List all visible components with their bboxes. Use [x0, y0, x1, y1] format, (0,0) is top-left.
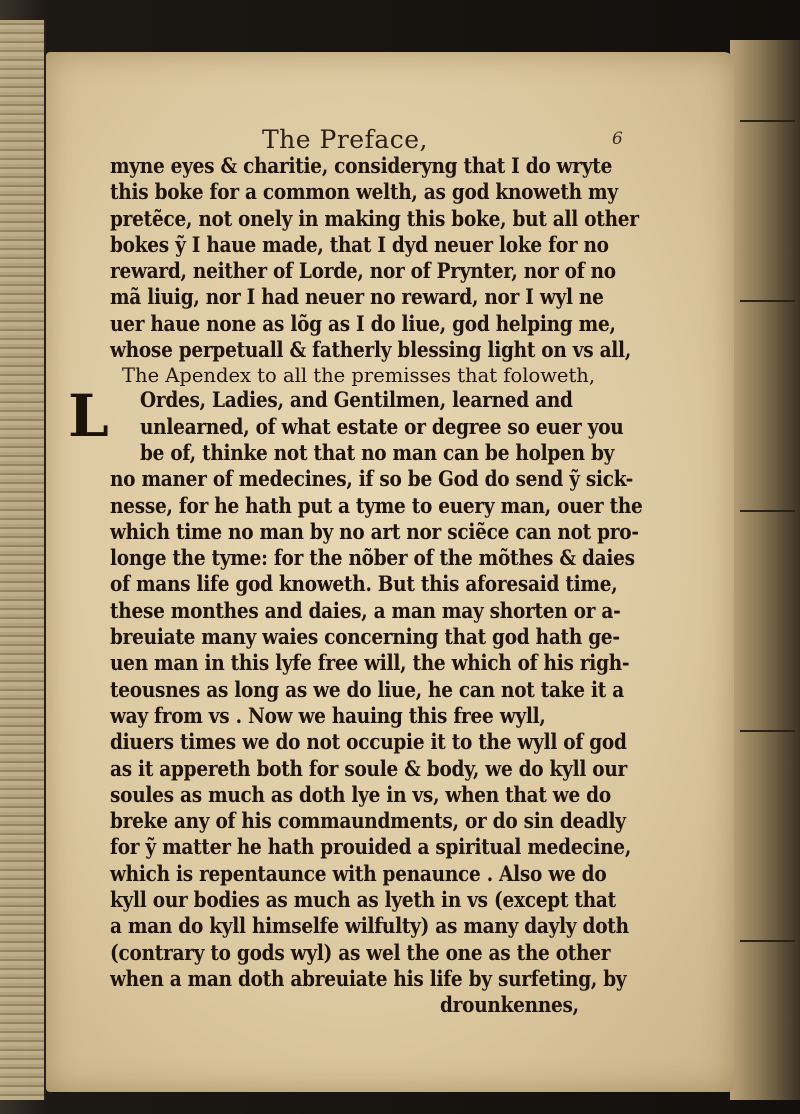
- text-line: reward, neither of Lorde, nor of Prynter, nor of no: [110, 259, 616, 285]
- text-line: way from vs . Now we hauing this free wyll,: [110, 703, 546, 729]
- text-line: when a man doth abreuiate his life by surfeting, by: [110, 966, 627, 992]
- text-line: whose perpetuall & fatherly blessing light on vs all,: [110, 338, 632, 364]
- drop-cap-initial: L: [68, 382, 109, 451]
- catchword: drounkennes,: [440, 993, 579, 1019]
- text-line: no maner of medecines, if so be God do send ỹ sick-: [110, 467, 634, 493]
- text-line: kyll our bodies as much as lyeth in vs (except that: [110, 888, 616, 914]
- page-stack-edge: [730, 40, 800, 1100]
- text-line: mã liuig, nor I had neuer no reward, nor I wyl ne: [110, 285, 604, 311]
- text-line: for ỹ matter he hath prouided a spiritual medecine,: [110, 835, 631, 861]
- text-line: be of, thinke not that no man can be holpen by: [140, 440, 615, 466]
- text-line: these monthes and daies, a man may shorten or a-: [110, 598, 621, 624]
- facing-page-edge: [0, 20, 46, 1100]
- text-line: longe the tyme: for the nõber of the mõthes & daies: [110, 546, 635, 572]
- appendix-paragraph: [68, 382, 650, 1019]
- text-line: diuers times we do not occupie it to the wyll of god: [110, 730, 627, 756]
- text-line: (contrary to gods wyl) as wel the one as the other: [110, 940, 611, 966]
- text-line: as it appereth both for soule & body, we do kyll our: [110, 756, 628, 782]
- text-line: bokes ỹ I haue made, that I dyd neuer loke for no: [110, 232, 609, 258]
- text-line: myne eyes & charitie, consideryng that I do wryte: [110, 154, 613, 179]
- text-line: breuiate many waies concerning that god hath ge-: [110, 625, 620, 651]
- text-line: teousnes as long as we do liue, he can not take it a: [110, 677, 624, 703]
- text-line: nesse, for he hath put a tyme to euery man, ouer the: [110, 493, 643, 519]
- text-line: uen man in this lyfe free will, the which of his righ-: [110, 651, 630, 677]
- page-text: [68, 154, 650, 1020]
- text-line: soules as much as doth lye in vs, when that we do: [110, 782, 611, 808]
- page-number: 6: [612, 129, 623, 149]
- text-line: uer haue none as lõg as I do liue, god helping me,: [110, 311, 616, 337]
- text-line: breke any of his commaundments, or do sin deadly: [110, 809, 626, 835]
- text-line: Ordes, Ladies, and Gentilmen, learned and: [140, 388, 573, 414]
- text-line: this boke for a common welth, as god knoweth my: [110, 180, 618, 206]
- text-line: a man do kyll himselfe wilfulty) as many dayly doth: [110, 914, 629, 940]
- appendix-heading: The Apendex to all the premisses that foloweth,: [122, 364, 596, 388]
- running-head: The Preface,: [262, 125, 428, 154]
- text-line: unlearned, of what estate or degree so euer you: [140, 414, 624, 440]
- text-line: of mans life god knoweth. But this aforesaid time,: [110, 572, 618, 598]
- text-line: which time no man by no art nor sciẽce can not pro-: [110, 519, 639, 545]
- text-line: pretẽce, not onely in making this boke, but all other: [110, 206, 639, 232]
- text-line: which is repentaunce with penaunce . Also we do: [110, 861, 607, 887]
